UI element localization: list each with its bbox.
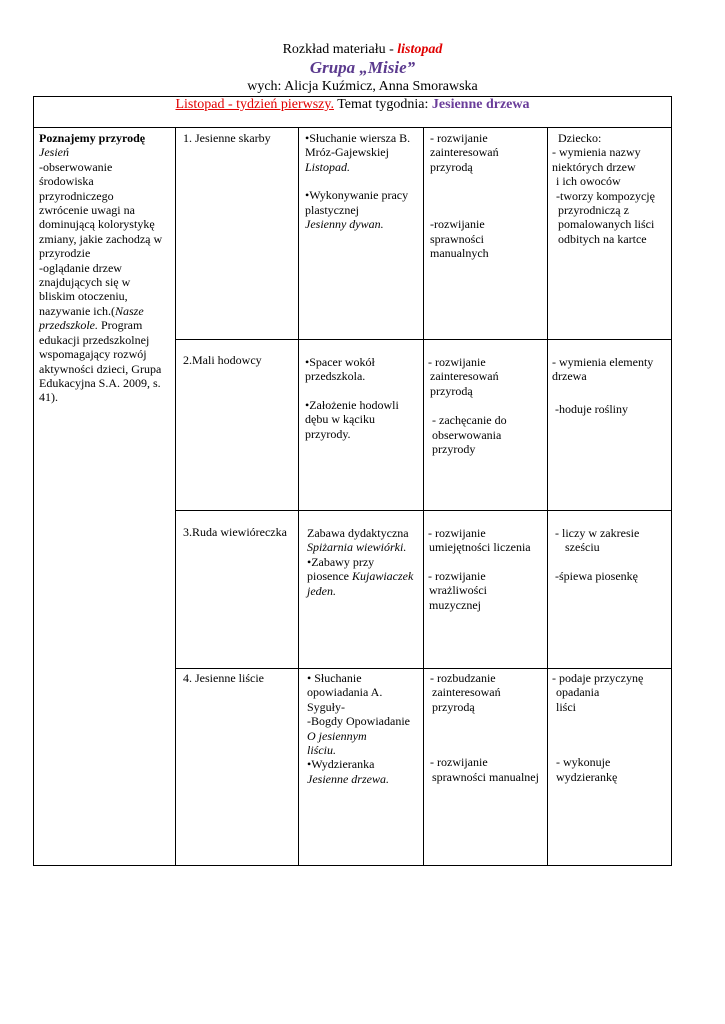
activity-line: dębu w kąciku <box>305 412 375 427</box>
outcome-line: - wymienia nazwy <box>552 145 641 160</box>
outcome-line: przyrodniczą z <box>558 203 629 218</box>
goal-line: -rozwijanie <box>430 217 485 232</box>
left-line: aktywności dzieci, Grupa <box>39 361 162 376</box>
left-line-part: Program <box>98 318 143 333</box>
goal-line: sprawności manualnej <box>432 769 539 784</box>
activity-line: Jesienny dywan. <box>305 217 384 232</box>
goal-line: - zachęcanie do <box>432 413 507 428</box>
group-name: Grupa „Misie” <box>309 58 416 77</box>
row-3-activities <box>307 526 420 598</box>
row-1-topic: 1. Jesienne skarby <box>183 131 271 145</box>
left-line-part: Nasze <box>114 303 144 318</box>
goal-line: umiejętności liczenia <box>429 540 531 555</box>
left-line <box>39 304 173 318</box>
goal-line: - rozwijanie <box>428 526 486 540</box>
week-label: Listopad - tydzień pierwszy. <box>175 97 334 112</box>
week-banner <box>33 96 672 128</box>
left-line-part: nazywanie ich.( <box>39 303 115 318</box>
goal-line: zainteresowań <box>432 685 501 700</box>
row-2-goals <box>428 355 544 456</box>
goal-line: - rozbudzanie <box>430 671 496 685</box>
left-line: znajdujących się w <box>39 275 131 290</box>
activity-line: przedszkola. <box>305 369 366 384</box>
left-line: 41). <box>39 390 58 405</box>
outcome-line: opadania <box>556 685 600 700</box>
column-divider <box>175 128 176 866</box>
activity-part: Kujawiaczek <box>351 569 414 584</box>
left-line: przyrodzie <box>39 246 91 261</box>
activity-line: -Bogdy Opowiadanie <box>307 714 410 729</box>
left-line: edukacji przedszkolnej <box>39 332 150 347</box>
left-title: Poznajemy przyrodę <box>39 131 146 145</box>
activity-line: •Wydzieranka <box>307 757 375 772</box>
column-divider <box>423 128 424 866</box>
left-line: bliskim otoczeniu, <box>39 289 128 304</box>
activity-line: Mróz-Gajewskiej <box>305 145 389 160</box>
left-line: wspomagający rozwój <box>39 347 147 362</box>
goal-line: muzycznej <box>429 597 481 612</box>
left-line-part: przedszkole. <box>39 318 98 333</box>
row-4-outcomes <box>552 671 670 784</box>
outcome-line: liści <box>556 699 576 714</box>
activity-line: Spiżarnia wiewiórki. <box>307 540 407 555</box>
activity-line: opowiadania A. <box>307 685 383 700</box>
left-column <box>39 131 173 405</box>
goal-line: zainteresowań <box>430 369 499 384</box>
title-prefix: Rozkład materiału - <box>282 42 398 57</box>
document-title <box>0 42 725 58</box>
activity-line: • Słuchanie <box>307 671 362 685</box>
activity-line: Jesienne drzewa. <box>307 771 389 786</box>
goal-line: - rozwijanie <box>430 755 488 770</box>
outcome-line: drzewa <box>552 369 587 384</box>
left-line: środowiska <box>39 174 94 189</box>
outcome-line: -śpiewa piosenkę <box>555 568 638 583</box>
left-subtitle: Jesień <box>39 145 69 160</box>
outcome-line: niektórych drzew <box>552 159 636 174</box>
outcome-line: odbitych na kartce <box>558 231 647 246</box>
activity-line: Syguły- <box>307 699 346 714</box>
outcome-line: sześciu <box>565 540 600 555</box>
activity-line: liściu. <box>307 743 336 758</box>
column-divider <box>547 128 548 866</box>
left-line: Edukacyjna S.A. 2009, s. <box>39 375 161 390</box>
activity-line: •Spacer wokół <box>305 355 375 369</box>
row-1-outcomes <box>552 131 670 246</box>
goal-line: - rozwijanie <box>430 131 488 145</box>
left-line: zwrócenie uwagi na <box>39 203 135 218</box>
activity-line: Listopad. <box>305 159 351 174</box>
row-4-topic: 4. Jesienne liście <box>183 671 264 685</box>
activity-line: jeden. <box>307 583 336 598</box>
column-divider <box>298 128 299 866</box>
outcome-line: i ich owoców <box>556 174 621 189</box>
row-divider <box>175 339 672 340</box>
outcome-line: wydzierankę <box>556 769 618 784</box>
left-line: -oglądanie drzew <box>39 260 122 275</box>
goal-line: - rozwijanie <box>428 355 486 369</box>
activity-line <box>307 569 420 583</box>
outcome-line: -hoduje rośliny <box>555 401 628 416</box>
goal-line: zainteresowań <box>430 145 499 160</box>
left-line: dominującą kolorystykę <box>39 217 155 232</box>
left-line: zmiany, jakie zachodzą w <box>39 231 163 246</box>
activity-line: •Wykonywanie pracy <box>305 188 409 203</box>
goal-line: manualnych <box>430 246 489 261</box>
left-line <box>39 318 173 332</box>
goal-line: sprawności <box>430 231 484 246</box>
outcome-line: - wykonuje <box>556 755 611 770</box>
row-3-outcomes <box>555 526 670 583</box>
outcome-line: -tworzy kompozycję <box>556 188 655 203</box>
outcome-line: - wymienia elementy <box>552 355 654 369</box>
row-3-topic: 3.Ruda wiewióreczka <box>183 525 287 539</box>
outcome-line: - podaje przyczynę <box>552 671 644 685</box>
outcome-line: Dziecko: <box>558 131 602 145</box>
week-topic: Jesienne drzewa <box>431 97 530 112</box>
row-2-topic: 2.Mali hodowcy <box>183 353 262 367</box>
outcome-line: - liczy w zakresie <box>555 526 640 540</box>
activity-line: •Zabawy przy <box>307 554 375 569</box>
row-2-outcomes <box>552 355 670 416</box>
row-1-goals <box>430 131 544 260</box>
goal-line: przyrodą <box>430 159 473 174</box>
row-2-activities <box>305 355 420 441</box>
teachers: wych: Alicja Kuźmicz, Anna Smorawska <box>247 79 478 94</box>
activity-line: plastycznej <box>305 202 359 217</box>
goal-line: - rozwijanie <box>428 568 486 583</box>
goal-line: przyrodą <box>432 699 475 714</box>
activity-line: O jesiennym <box>307 728 367 743</box>
row-4-goals <box>430 671 544 784</box>
goal-line: obserwowania <box>432 427 502 442</box>
title-month: listopad <box>397 42 443 57</box>
activity-line: •Słuchanie wiersza B. <box>305 131 411 145</box>
activity-line: Zabawa dydaktyczna <box>307 526 409 540</box>
goal-line: przyrodą <box>430 383 473 398</box>
topic-label: Temat tygodnia: <box>333 97 432 112</box>
activity-part: piosence <box>307 569 352 584</box>
goal-line: wrażliwości <box>429 583 487 598</box>
row-divider <box>175 668 672 669</box>
outcome-line: pomalowanych liści <box>558 217 655 232</box>
left-line: -obserwowanie <box>39 159 113 174</box>
row-3-goals <box>428 526 544 612</box>
goal-line: przyrody <box>432 442 476 457</box>
row-divider <box>175 510 672 511</box>
left-line: przyrodniczego <box>39 188 114 203</box>
row-4-activities <box>307 671 420 786</box>
activity-line: przyrody. <box>305 426 351 441</box>
activity-line: •Założenie hodowli <box>305 397 399 412</box>
row-1-activities <box>305 131 420 231</box>
